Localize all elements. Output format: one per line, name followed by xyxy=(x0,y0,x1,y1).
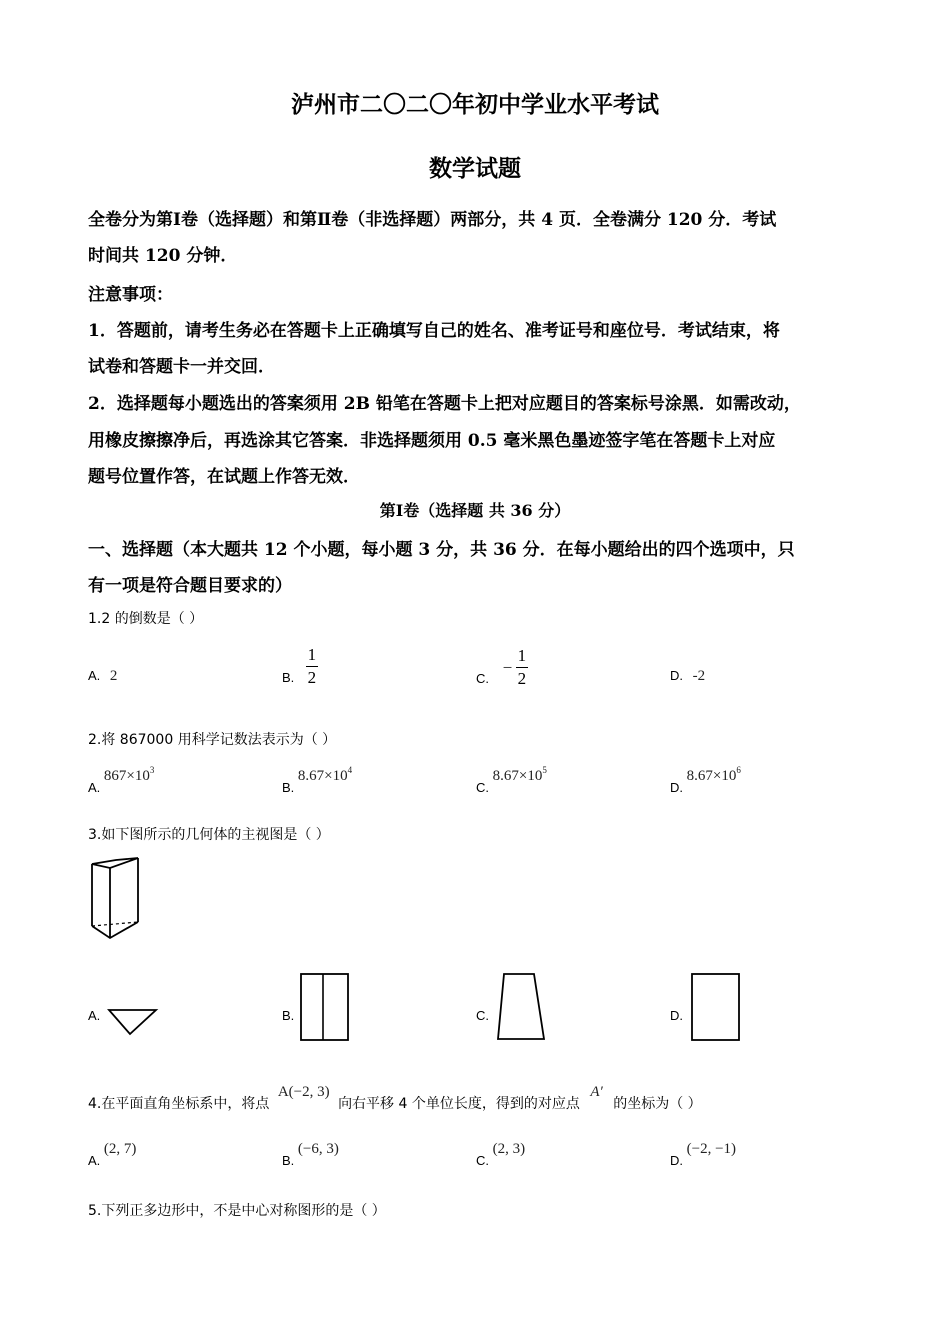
q4-option-a-value: (2, 7) xyxy=(103,1141,137,1157)
q1-c-numerator: 1 xyxy=(517,646,527,665)
notes-heading: 注意事项： xyxy=(88,285,173,305)
q2-option-d-value: $8.67\times 10^6$ xyxy=(686,765,741,784)
q4-option-b-value: (−6, 3) xyxy=(297,1141,339,1157)
q2-option-a[interactable] xyxy=(88,765,155,795)
q2-option-c-label: C. xyxy=(476,780,489,795)
part-1-title: 第Ⅰ卷（选择题 共 36 分） xyxy=(379,501,571,520)
q1-option-c-fraction xyxy=(516,647,528,688)
exam-title: 泸州市二〇二〇年初中学业水平考试 xyxy=(291,91,659,118)
question-5-stem: 5.下列正多边形中，不是中心对称图形的是（ ） xyxy=(88,1203,386,1219)
q4-option-d-value: (−2, −1) xyxy=(686,1141,737,1157)
q1-c-sign: − xyxy=(502,658,513,677)
q4-option-c-label: C. xyxy=(476,1153,489,1168)
rectangle-view-icon[interactable] xyxy=(690,973,742,1043)
q1-b-denominator: 2 xyxy=(307,668,317,687)
q2-option-a-value: $867\times 10^3$ xyxy=(103,765,155,784)
q1-b-numerator: 1 xyxy=(307,645,317,664)
q4-option-c-value: (2, 3) xyxy=(492,1141,526,1157)
q4-option-c[interactable] xyxy=(476,1141,526,1168)
q2-option-a-label: A. xyxy=(88,780,101,795)
question-3-stem: 3.如下图所示的几何体的主视图是（ ） xyxy=(88,827,330,843)
q4-stem-mid: 向右平移 4 个单位长度，得到的对应点 xyxy=(338,1096,580,1112)
triangular-prism-figure xyxy=(88,856,148,944)
q2-option-b-value: $8.67\times 10^4$ xyxy=(297,765,353,784)
q4-option-b-label: B. xyxy=(282,1153,295,1168)
q1-option-c-label: C. xyxy=(476,671,489,686)
q1-option-a-label: A. xyxy=(88,668,101,683)
q4-option-a-label: A. xyxy=(88,1153,101,1168)
question-4-stem xyxy=(88,1081,702,1112)
q3-option-a-label: A. xyxy=(88,1008,101,1023)
q1-c-denominator: 2 xyxy=(517,669,527,688)
q4-stem-pre: 4.在平面直角坐标系中，将点 xyxy=(88,1096,270,1112)
q4-option-b[interactable] xyxy=(282,1141,339,1168)
q2-option-d[interactable] xyxy=(670,765,741,795)
q1-option-d[interactable] xyxy=(670,668,705,685)
q4-stem-post: 的坐标为（ ） xyxy=(613,1096,702,1112)
q1-option-d-value: -2 xyxy=(692,668,706,684)
q4-option-a[interactable] xyxy=(88,1141,137,1168)
intro-line-1: 全卷分为第Ⅰ卷（选择题）和第Ⅱ卷（非选择题）两部分，共 4 页．全卷满分 120 分．考试 xyxy=(88,210,777,230)
prism-bottom-edges xyxy=(92,922,138,938)
q2-option-c[interactable] xyxy=(476,765,547,795)
section-1-line-2: 有一项是符合题目要求的） xyxy=(88,576,292,596)
q1-option-c[interactable] xyxy=(476,646,528,688)
q1-option-d-label: D. xyxy=(670,668,683,683)
q4-point-a: A(−2, 3) xyxy=(277,1084,330,1100)
q4-option-d[interactable] xyxy=(670,1141,737,1168)
trapezoid-view-icon[interactable] xyxy=(496,973,548,1043)
prism-top-face xyxy=(92,858,138,868)
q4-point-a-prime: A′ xyxy=(590,1084,603,1100)
note-1-line-2: 试卷和答题卡一并交回． xyxy=(88,357,275,377)
q2-option-d-label: D. xyxy=(670,780,683,795)
q2-option-b-label: B. xyxy=(282,780,295,795)
q3-option-b-label: B. xyxy=(282,1008,295,1023)
q2-option-c-value: $8.67\times 10^5$ xyxy=(492,765,547,784)
section-1-line-1: 一、选择题（本大题共 12 个小题，每小题 3 分，共 36 分．在每小题给出的四个选项中，只 xyxy=(88,540,795,560)
fraction-bar xyxy=(306,666,318,667)
intro-line-2: 时间共 120 分钟． xyxy=(88,246,238,266)
q2-option-b[interactable] xyxy=(282,765,353,795)
q1-option-a[interactable] xyxy=(88,668,117,685)
subject-title: 数学试题 xyxy=(429,155,521,182)
note-2-line-3: 题号位置作答，在试题上作答无效． xyxy=(88,467,360,487)
note-2-line-2: 用橡皮擦擦净后，再选涂其它答案．非选择题须用 0.5 毫米黑色墨迹签字笔在答题卡上对应 xyxy=(88,431,776,451)
q3-option-c-label: C. xyxy=(476,1008,489,1023)
q3-option-d-label: D. xyxy=(670,1008,683,1023)
question-1-stem: 1.2 的倒数是（ ） xyxy=(88,611,204,627)
split-rectangle-view-icon[interactable] xyxy=(300,973,350,1043)
triangle-view-icon[interactable] xyxy=(108,1008,158,1036)
q1-option-b-fraction xyxy=(306,646,318,687)
q1-option-a-value: 2 xyxy=(109,668,118,684)
q4-option-d-label: D. xyxy=(670,1153,683,1168)
q1-option-b-label: B. xyxy=(282,670,295,685)
question-2-stem: 2.将 867000 用科学记数法表示为（ ） xyxy=(88,732,337,748)
fraction-bar xyxy=(516,667,528,668)
note-2-line-1: 2．选择题每小题选出的答案须用 2B 铅笔在答题卡上把对应题目的答案标号涂黑．如需改动， xyxy=(88,394,801,414)
q1-option-b[interactable] xyxy=(282,646,318,687)
note-1-line-1: 1．答题前，请考生务必在答题卡上正确填写自己的姓名、准考证号和座位号．考试结束，将 xyxy=(88,321,780,341)
